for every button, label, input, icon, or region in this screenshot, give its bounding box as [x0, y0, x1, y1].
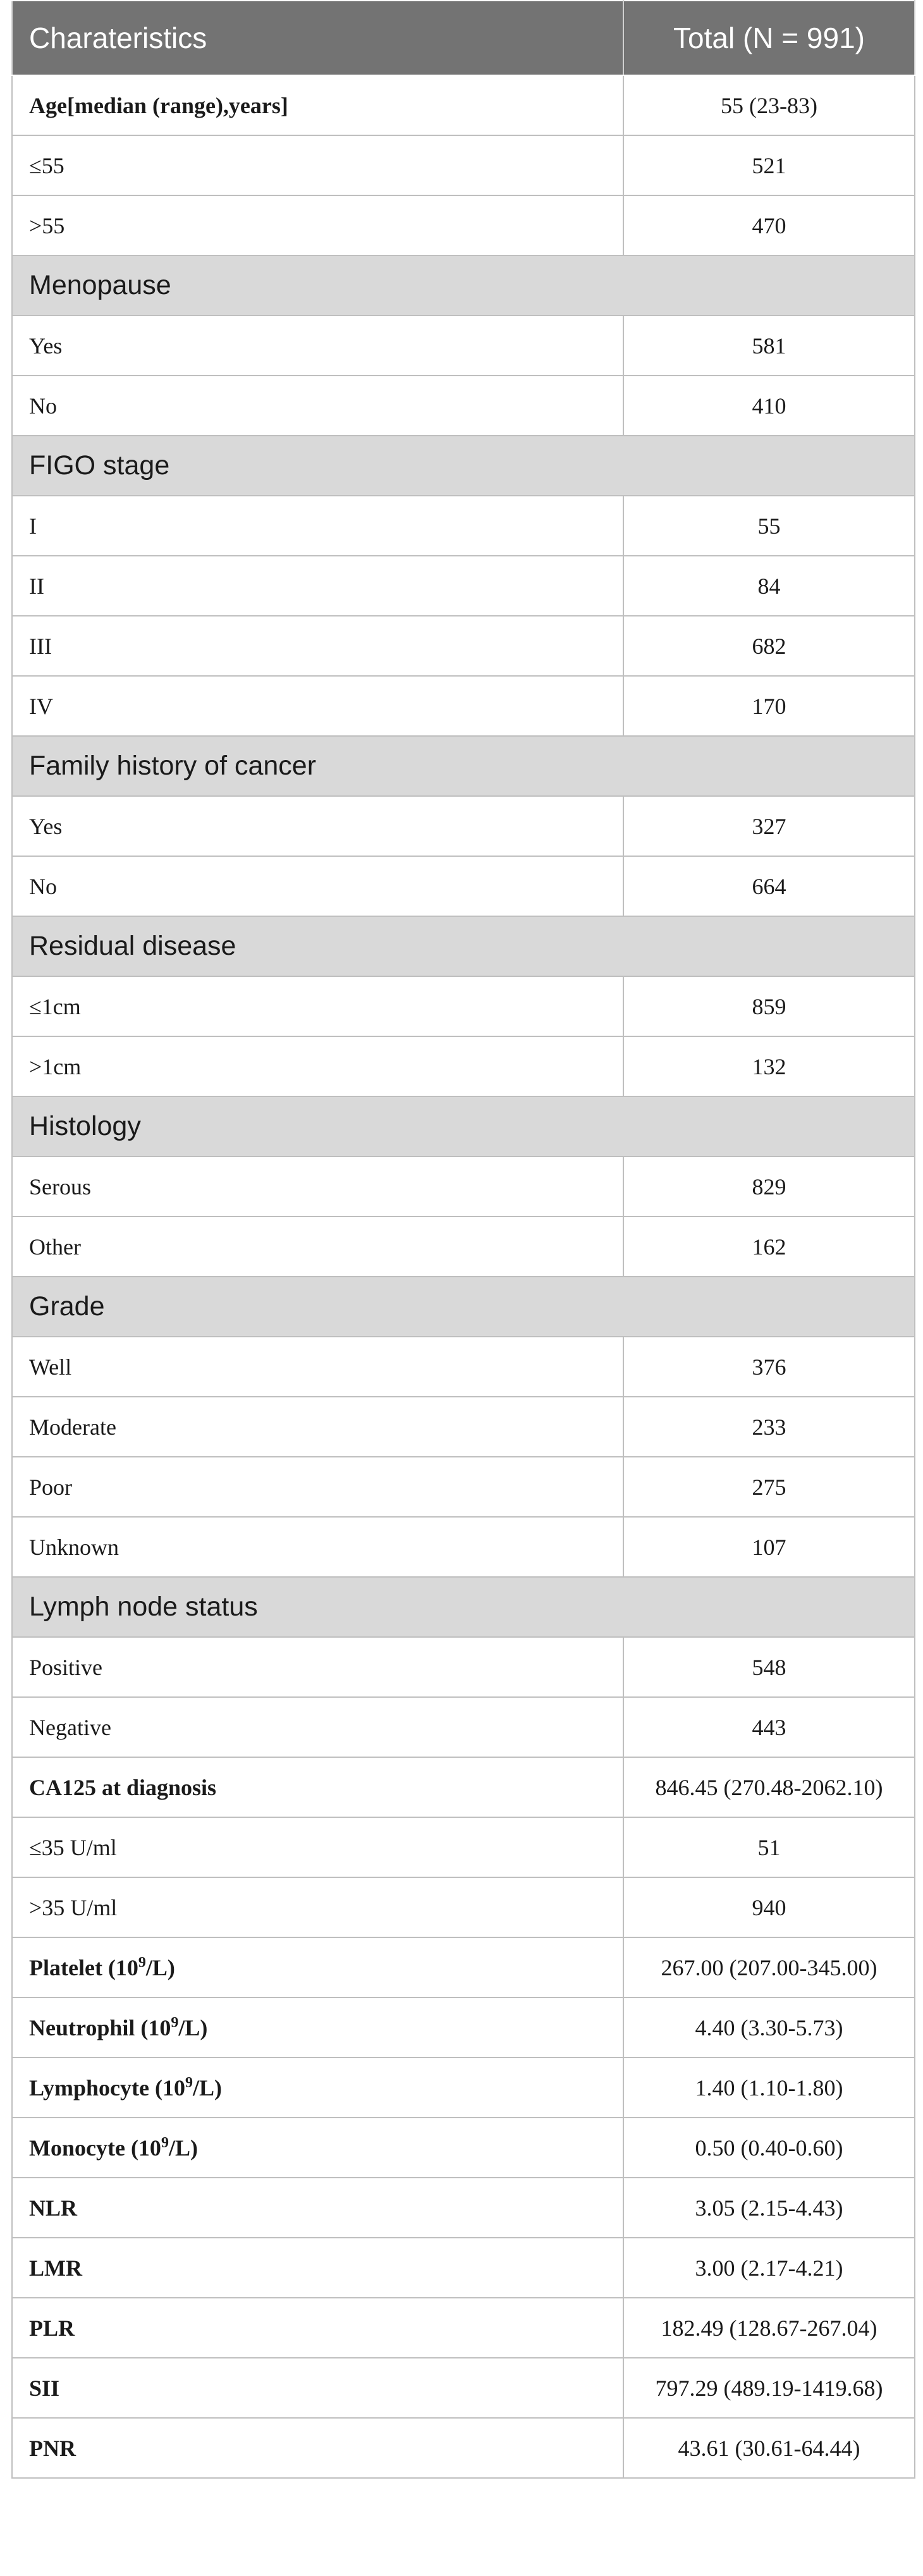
table-row — [12, 2238, 915, 2298]
row-label — [12, 616, 623, 676]
label-text: ≤55 — [29, 152, 64, 178]
table-row — [12, 676, 915, 736]
row-label — [12, 1817, 623, 1877]
row-label — [12, 316, 623, 376]
row-value: 1.40 (1.10-1.80) — [623, 2058, 915, 2118]
row-label — [12, 1217, 623, 1277]
section-row — [12, 255, 915, 316]
table-row — [12, 1757, 915, 1817]
row-label — [12, 556, 623, 616]
row-label — [12, 676, 623, 736]
label-text: Yes — [29, 333, 63, 359]
row-value: 132 — [623, 1036, 915, 1096]
table-body — [12, 75, 915, 2478]
row-label — [12, 376, 623, 436]
label-text: LMR — [29, 2255, 82, 2281]
table-row — [12, 1517, 915, 1577]
table-row — [12, 1397, 915, 1457]
row-value: 327 — [623, 796, 915, 856]
table-row — [12, 1877, 915, 1937]
row-label — [12, 1757, 623, 1817]
table-row — [12, 496, 915, 556]
row-label — [12, 1036, 623, 1096]
section-label — [12, 436, 623, 496]
row-value: 275 — [623, 1457, 915, 1517]
table-row — [12, 75, 915, 135]
row-label — [12, 496, 623, 556]
label-text: Poor — [29, 1474, 73, 1500]
row-label — [12, 1637, 623, 1697]
row-value — [623, 916, 915, 976]
label-text: Negative — [29, 1714, 111, 1740]
label-text: Grade — [29, 1291, 105, 1322]
section-row — [12, 436, 915, 496]
row-label — [12, 1517, 623, 1577]
row-value: 797.29 (489.19-1419.68) — [623, 2358, 915, 2418]
label-text: PNR — [29, 2435, 76, 2461]
row-value: 3.05 (2.15-4.43) — [623, 2178, 915, 2238]
section-row — [12, 916, 915, 976]
label-text: Monocyte (10 — [29, 2135, 161, 2161]
table-row — [12, 1156, 915, 1217]
label-superscript: 9 — [185, 2074, 193, 2091]
table-row — [12, 2118, 915, 2178]
row-value: 51 — [623, 1817, 915, 1877]
row-value — [623, 1577, 915, 1637]
section-label — [12, 736, 623, 796]
section-label — [12, 255, 623, 316]
table-row — [12, 1637, 915, 1697]
table-row — [12, 2178, 915, 2238]
label-text: >55 — [29, 212, 65, 238]
section-row — [12, 1577, 915, 1637]
label-text: Other — [29, 1234, 81, 1260]
row-value: 3.00 (2.17-4.21) — [623, 2238, 915, 2298]
table-row — [12, 1697, 915, 1757]
row-value: 267.00 (207.00-345.00) — [623, 1937, 915, 1997]
table-row — [12, 376, 915, 436]
row-value: 548 — [623, 1637, 915, 1697]
label-text: No — [29, 873, 57, 899]
label-text: FIGO stage — [29, 450, 170, 481]
label-text: NLR — [29, 2195, 78, 2221]
row-value: 55 (23-83) — [623, 75, 915, 135]
label-text: Lymph node status — [29, 1592, 258, 1622]
header-characteristics: Charateristics — [12, 1, 623, 75]
table-row — [12, 1457, 915, 1517]
row-label — [12, 796, 623, 856]
table-row — [12, 2298, 915, 2358]
row-value: 846.45 (270.48-2062.10) — [623, 1757, 915, 1817]
row-value — [623, 736, 915, 796]
label-text: Neutrophil (10 — [29, 2015, 171, 2040]
row-label — [12, 1997, 623, 2058]
row-value — [623, 1096, 915, 1156]
row-label — [12, 2118, 623, 2178]
row-label — [12, 2178, 623, 2238]
table-row — [12, 1217, 915, 1277]
label-text: Lymphocyte (10 — [29, 2075, 185, 2101]
row-label — [12, 135, 623, 195]
row-value: 55 — [623, 496, 915, 556]
label-text: IV — [29, 693, 53, 719]
row-label — [12, 195, 623, 255]
table-row — [12, 316, 915, 376]
table-row — [12, 1997, 915, 2058]
row-value: 940 — [623, 1877, 915, 1937]
row-label — [12, 2298, 623, 2358]
section-row — [12, 1096, 915, 1156]
row-label — [12, 2418, 623, 2478]
table-row — [12, 856, 915, 916]
row-value: 107 — [623, 1517, 915, 1577]
row-value — [623, 255, 915, 316]
table-row — [12, 1337, 915, 1397]
table-row — [12, 195, 915, 255]
section-row — [12, 736, 915, 796]
section-row — [12, 1277, 915, 1337]
row-value: 43.61 (30.61-64.44) — [623, 2418, 915, 2478]
row-value: 581 — [623, 316, 915, 376]
label-text: ≤35 U/ml — [29, 1834, 117, 1860]
table-row — [12, 2058, 915, 2118]
table-row — [12, 556, 915, 616]
table-row — [12, 1817, 915, 1877]
header-total: Total (N = 991) — [623, 1, 915, 75]
table-row — [12, 616, 915, 676]
section-label — [12, 1277, 623, 1337]
label-text: Serous — [29, 1174, 91, 1199]
row-value: 470 — [623, 195, 915, 255]
label-suffix: /L) — [168, 2135, 198, 2161]
label-text: Age[median (range),years] — [29, 92, 288, 118]
row-value: 859 — [623, 976, 915, 1036]
section-label — [12, 1577, 623, 1637]
row-label — [12, 1457, 623, 1517]
label-text: ≤1cm — [29, 993, 81, 1019]
row-label — [12, 2238, 623, 2298]
row-value: 0.50 (0.40-0.60) — [623, 2118, 915, 2178]
section-label — [12, 916, 623, 976]
label-text: CA125 at diagnosis — [29, 1774, 217, 1800]
label-text: III — [29, 633, 52, 659]
label-superscript: 9 — [161, 2134, 169, 2151]
row-label — [12, 1697, 623, 1757]
row-label — [12, 75, 623, 135]
row-value: 170 — [623, 676, 915, 736]
section-label — [12, 1096, 623, 1156]
table-row — [12, 796, 915, 856]
label-suffix: /L) — [178, 2015, 208, 2040]
row-label — [12, 1337, 623, 1397]
row-value: 376 — [623, 1337, 915, 1397]
label-text: >35 U/ml — [29, 1894, 118, 1920]
row-label — [12, 2058, 623, 2118]
label-text: >1cm — [29, 1053, 82, 1079]
label-text: Platelet (10 — [29, 1954, 138, 1980]
characteristics-table — [11, 0, 915, 2479]
row-label — [12, 856, 623, 916]
row-value: 4.40 (3.30-5.73) — [623, 1997, 915, 2058]
table-row — [12, 1036, 915, 1096]
table-row — [12, 135, 915, 195]
label-text: Family history of cancer — [29, 751, 317, 781]
table-header-row — [12, 1, 915, 75]
label-text: PLR — [29, 2315, 75, 2341]
row-value: 182.49 (128.67-267.04) — [623, 2298, 915, 2358]
row-label — [12, 976, 623, 1036]
row-value — [623, 1277, 915, 1337]
row-value: 829 — [623, 1156, 915, 1217]
row-label — [12, 1877, 623, 1937]
row-value: 664 — [623, 856, 915, 916]
table-row — [12, 2358, 915, 2418]
row-label — [12, 1397, 623, 1457]
label-text: SII — [29, 2375, 60, 2401]
label-superscript: 9 — [138, 1954, 146, 1971]
row-value: 410 — [623, 376, 915, 436]
label-text: II — [29, 573, 44, 599]
table-row — [12, 2418, 915, 2478]
row-value: 233 — [623, 1397, 915, 1457]
row-value: 443 — [623, 1697, 915, 1757]
label-suffix: /L) — [145, 1954, 175, 1980]
row-label — [12, 1156, 623, 1217]
label-text: I — [29, 513, 37, 539]
row-value: 682 — [623, 616, 915, 676]
label-text: Positive — [29, 1654, 103, 1680]
row-value — [623, 436, 915, 496]
characteristics-table-container — [11, 0, 914, 2479]
label-text: Moderate — [29, 1414, 116, 1440]
label-suffix: /L) — [193, 2075, 223, 2101]
row-value: 84 — [623, 556, 915, 616]
label-superscript: 9 — [171, 2014, 179, 2031]
row-value: 162 — [623, 1217, 915, 1277]
label-text: Menopause — [29, 270, 171, 300]
label-text: No — [29, 393, 57, 419]
row-label — [12, 1937, 623, 1997]
table-row — [12, 976, 915, 1036]
row-label — [12, 2358, 623, 2418]
table-row — [12, 1937, 915, 1997]
row-value: 521 — [623, 135, 915, 195]
label-text: Histology — [29, 1111, 141, 1141]
label-text: Yes — [29, 813, 63, 839]
label-text: Residual disease — [29, 931, 236, 961]
label-text: Unknown — [29, 1534, 119, 1560]
label-text: Well — [29, 1354, 72, 1380]
